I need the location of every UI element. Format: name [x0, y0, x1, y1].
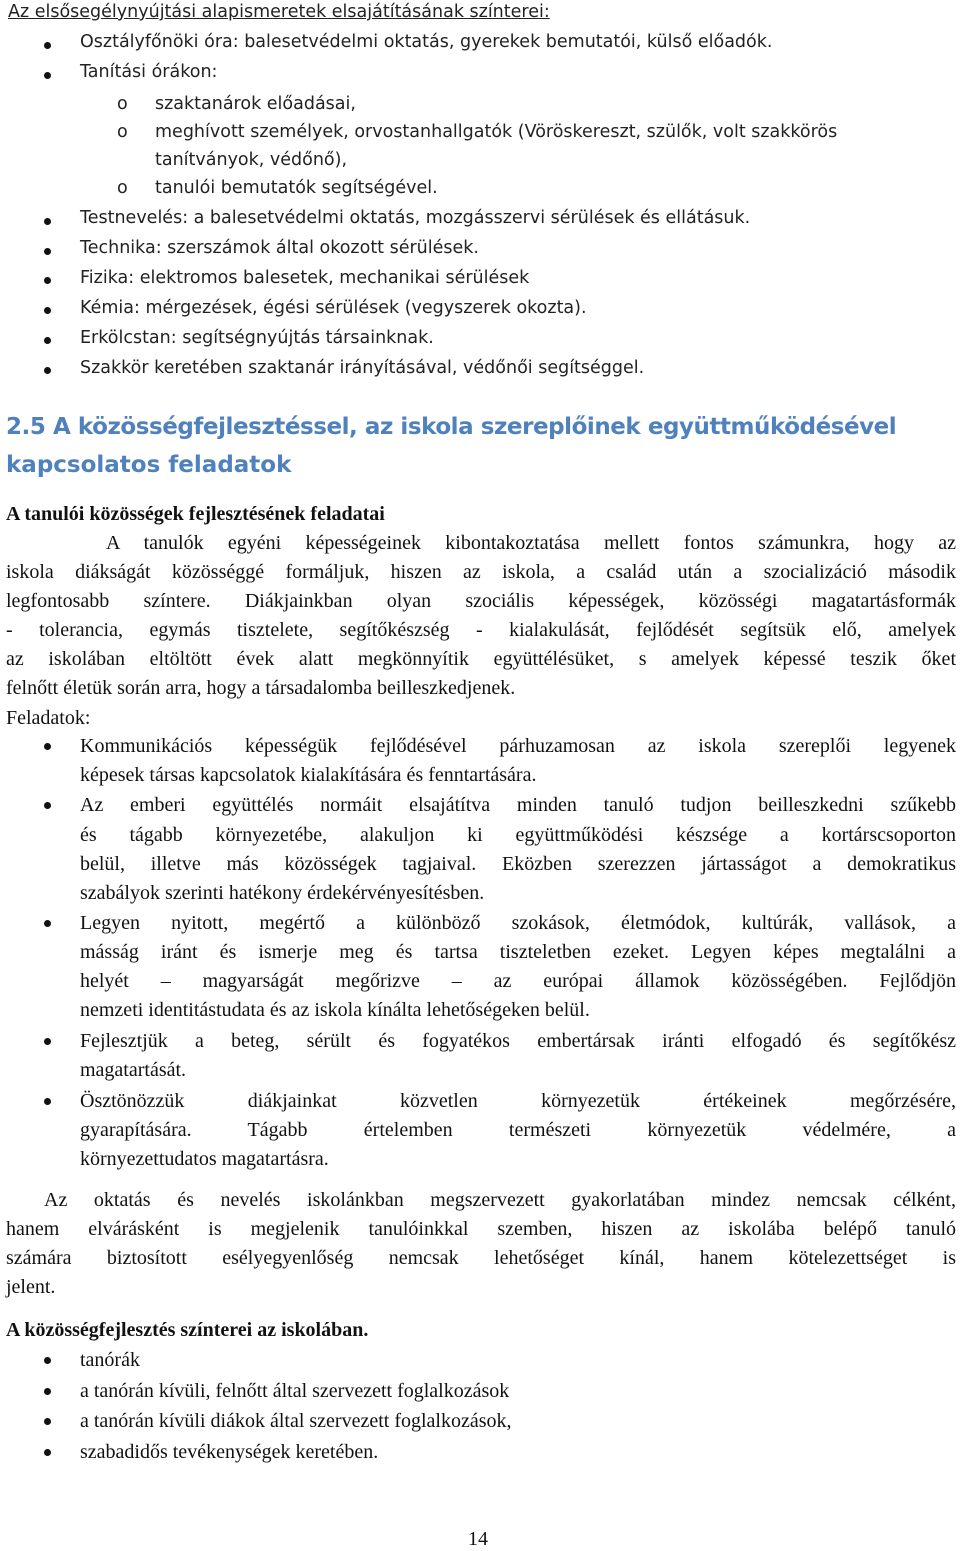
- intro-subitem: meghívott személyek, orvostanhallgatók (Vöröskereszt, szülők, volt szakkörös: [155, 122, 838, 142]
- task-line: környezettudatos magatartásra.: [80, 1148, 329, 1170]
- bullet-icon: [44, 307, 51, 314]
- page-number: 14: [468, 1528, 488, 1550]
- task-line: gyarapítására. Tágabb értelemben természeti környezetük védelmére, a: [80, 1119, 956, 1141]
- task-line: Ösztönözzük diákjainkat közvetlen környezetük értékeinek megőrzésére,: [80, 1090, 956, 1112]
- bullet-icon: [44, 802, 51, 809]
- tasks-label: Feladatok:: [6, 707, 91, 729]
- task-line: és tágabb környezetébe, alakuljon ki együttműködési készsége a kortárscsoporton: [80, 824, 956, 846]
- venue-item: szabadidős tevékenységek keretében.: [80, 1441, 379, 1463]
- section-title-line2: kapcsolatos feladatok: [6, 452, 292, 478]
- bullet-icon: [44, 277, 51, 284]
- intro-item: Testnevelés: a balesetvédelmi oktatás, mozgásszervi sérülések és ellátásuk.: [80, 208, 751, 228]
- venue-item: a tanórán kívüli diákok által szervezett foglalkozások,: [80, 1410, 512, 1432]
- task-line: nemzeti identitástudata és az iskola kínálta lehetőségeken belül.: [80, 999, 590, 1021]
- intro-item: Technika: szerszámok által okozott sérülések.: [80, 238, 479, 258]
- paragraph-line: Az oktatás és nevelés iskolánkban megszervezett gyakorlatában mindez nemcsak célként,: [44, 1189, 956, 1211]
- paragraph-line: iskola diákságát közösséggé formáljuk, hiszen az iskola, a család után a szocializáció második: [6, 561, 956, 583]
- task-line: másság iránt és ismerje meg és tartsa tiszteletben ezeket. Legyen képes megtalálni a: [80, 941, 956, 963]
- bullet-icon: [44, 1418, 51, 1425]
- sub-marker: o: [117, 178, 128, 198]
- bullet-icon: [44, 1098, 51, 1105]
- intro-item: Osztályfőnöki óra: balesetvédelmi oktatás, gyerekek bemutatói, külső előadók.: [80, 32, 773, 52]
- bullet-icon: [44, 1449, 51, 1456]
- subsection-heading: A közösségfejlesztés színterei az iskolában.: [6, 1319, 369, 1341]
- paragraph-line: jelent.: [6, 1276, 56, 1298]
- bullet-icon: [44, 367, 51, 374]
- bullet-icon: [44, 337, 51, 344]
- bullet-icon: [44, 743, 51, 750]
- task-line: képesek társas kapcsolatok kialakítására és fenntartására.: [80, 764, 537, 786]
- intro-item: Erkölcstan: segítségnyújtás társainknak.: [80, 328, 434, 348]
- venue-item: a tanórán kívüli, felnőtt által szervezett foglalkozások: [80, 1380, 510, 1402]
- paragraph-line: - tolerancia, egymás tisztelete, segítőkészség - kialakulását, fejlődését segítsük elő, amelyek: [6, 619, 956, 641]
- intro-subitem: szaktanárok előadásai,: [155, 94, 356, 114]
- bullet-icon: [44, 248, 51, 255]
- intro-heading: Az elsősegélynyújtási alapismeretek elsajátításának színterei:: [8, 2, 550, 22]
- bullet-icon: [44, 218, 51, 225]
- intro-subitem: tanulói bemutatók segítségével.: [155, 178, 438, 198]
- bullet-icon: [44, 1357, 51, 1364]
- sub-marker: o: [117, 94, 128, 114]
- task-line: Legyen nyitott, megértő a különböző szokások, életmódok, kultúrák, vallások, a: [80, 912, 956, 934]
- paragraph-line: felnőtt életük során arra, hogy a társadalomba beilleszkedjenek.: [6, 677, 516, 699]
- paragraph-line: az iskolában eltöltött évek alatt megkönnyítik együttélésüket, s amelyek képessé teszik őket: [6, 648, 956, 670]
- task-line: szabályok szerinti hatékony érdekérvényesítésben.: [80, 882, 485, 904]
- paragraph-line: hanem elvárásként is megjelenik tanulóinkkal szemben, hiszen az iskolába belépő tanuló: [6, 1218, 956, 1240]
- paragraph-line: számára biztosított esélyegyenlőség nemcsak lehetőséget kínál, hanem kötelezettséget is: [6, 1247, 956, 1269]
- section-title-line1: 2.5 A közösségfejlesztéssel, az iskola szereplőinek együttműködésével: [6, 414, 897, 440]
- sub-marker: o: [117, 122, 128, 142]
- task-line: Kommunikációs képességük fejlődésével párhuzamosan az iskola szereplői legyenek: [80, 735, 956, 757]
- bullet-icon: [44, 920, 51, 927]
- intro-item: Tanítási órákon:: [80, 62, 218, 82]
- paragraph-line: legfontosabb színtere. Diákjainkban olyan szociális képességek, közösségi magatartásformák: [6, 590, 956, 612]
- bullet-icon: [44, 1388, 51, 1395]
- venue-item: tanórák: [80, 1349, 140, 1371]
- intro-item: Fizika: elektromos balesetek, mechanikai sérülések: [80, 268, 530, 288]
- intro-subitem-cont: tanítványok, védőnő),: [155, 150, 348, 170]
- task-line: magatartását.: [80, 1059, 187, 1081]
- bullet-icon: [44, 72, 51, 79]
- task-line: helyét – magyarságát megőrizve – az európai államok közösségében. Fejlődjön: [80, 970, 956, 992]
- task-line: Az emberi együttélés normáit elsajátítva minden tanuló tudjon beilleszkedni szűkebb: [80, 794, 956, 816]
- bullet-icon: [44, 42, 51, 49]
- intro-item: Szakkör keretében szaktanár irányításával, védőnői segítséggel.: [80, 358, 645, 378]
- paragraph-line: A tanulók egyéni képességeinek kibontakoztatása mellett fontos számunkra, hogy az: [106, 532, 956, 554]
- intro-item: Kémia: mérgezések, égési sérülések (vegyszerek okozta).: [80, 298, 587, 318]
- task-line: Fejlesztjük a beteg, sérült és fogyatékos embertársak iránti elfogadó és segítőkész: [80, 1030, 956, 1052]
- bullet-icon: [44, 1038, 51, 1045]
- task-line: belül, illetve más közösségek tagjaival. Eközben szerezzen jártasságot a demokratikus: [80, 853, 956, 875]
- subsection-heading: A tanulói közösségek fejlesztésének feladatai: [6, 503, 385, 525]
